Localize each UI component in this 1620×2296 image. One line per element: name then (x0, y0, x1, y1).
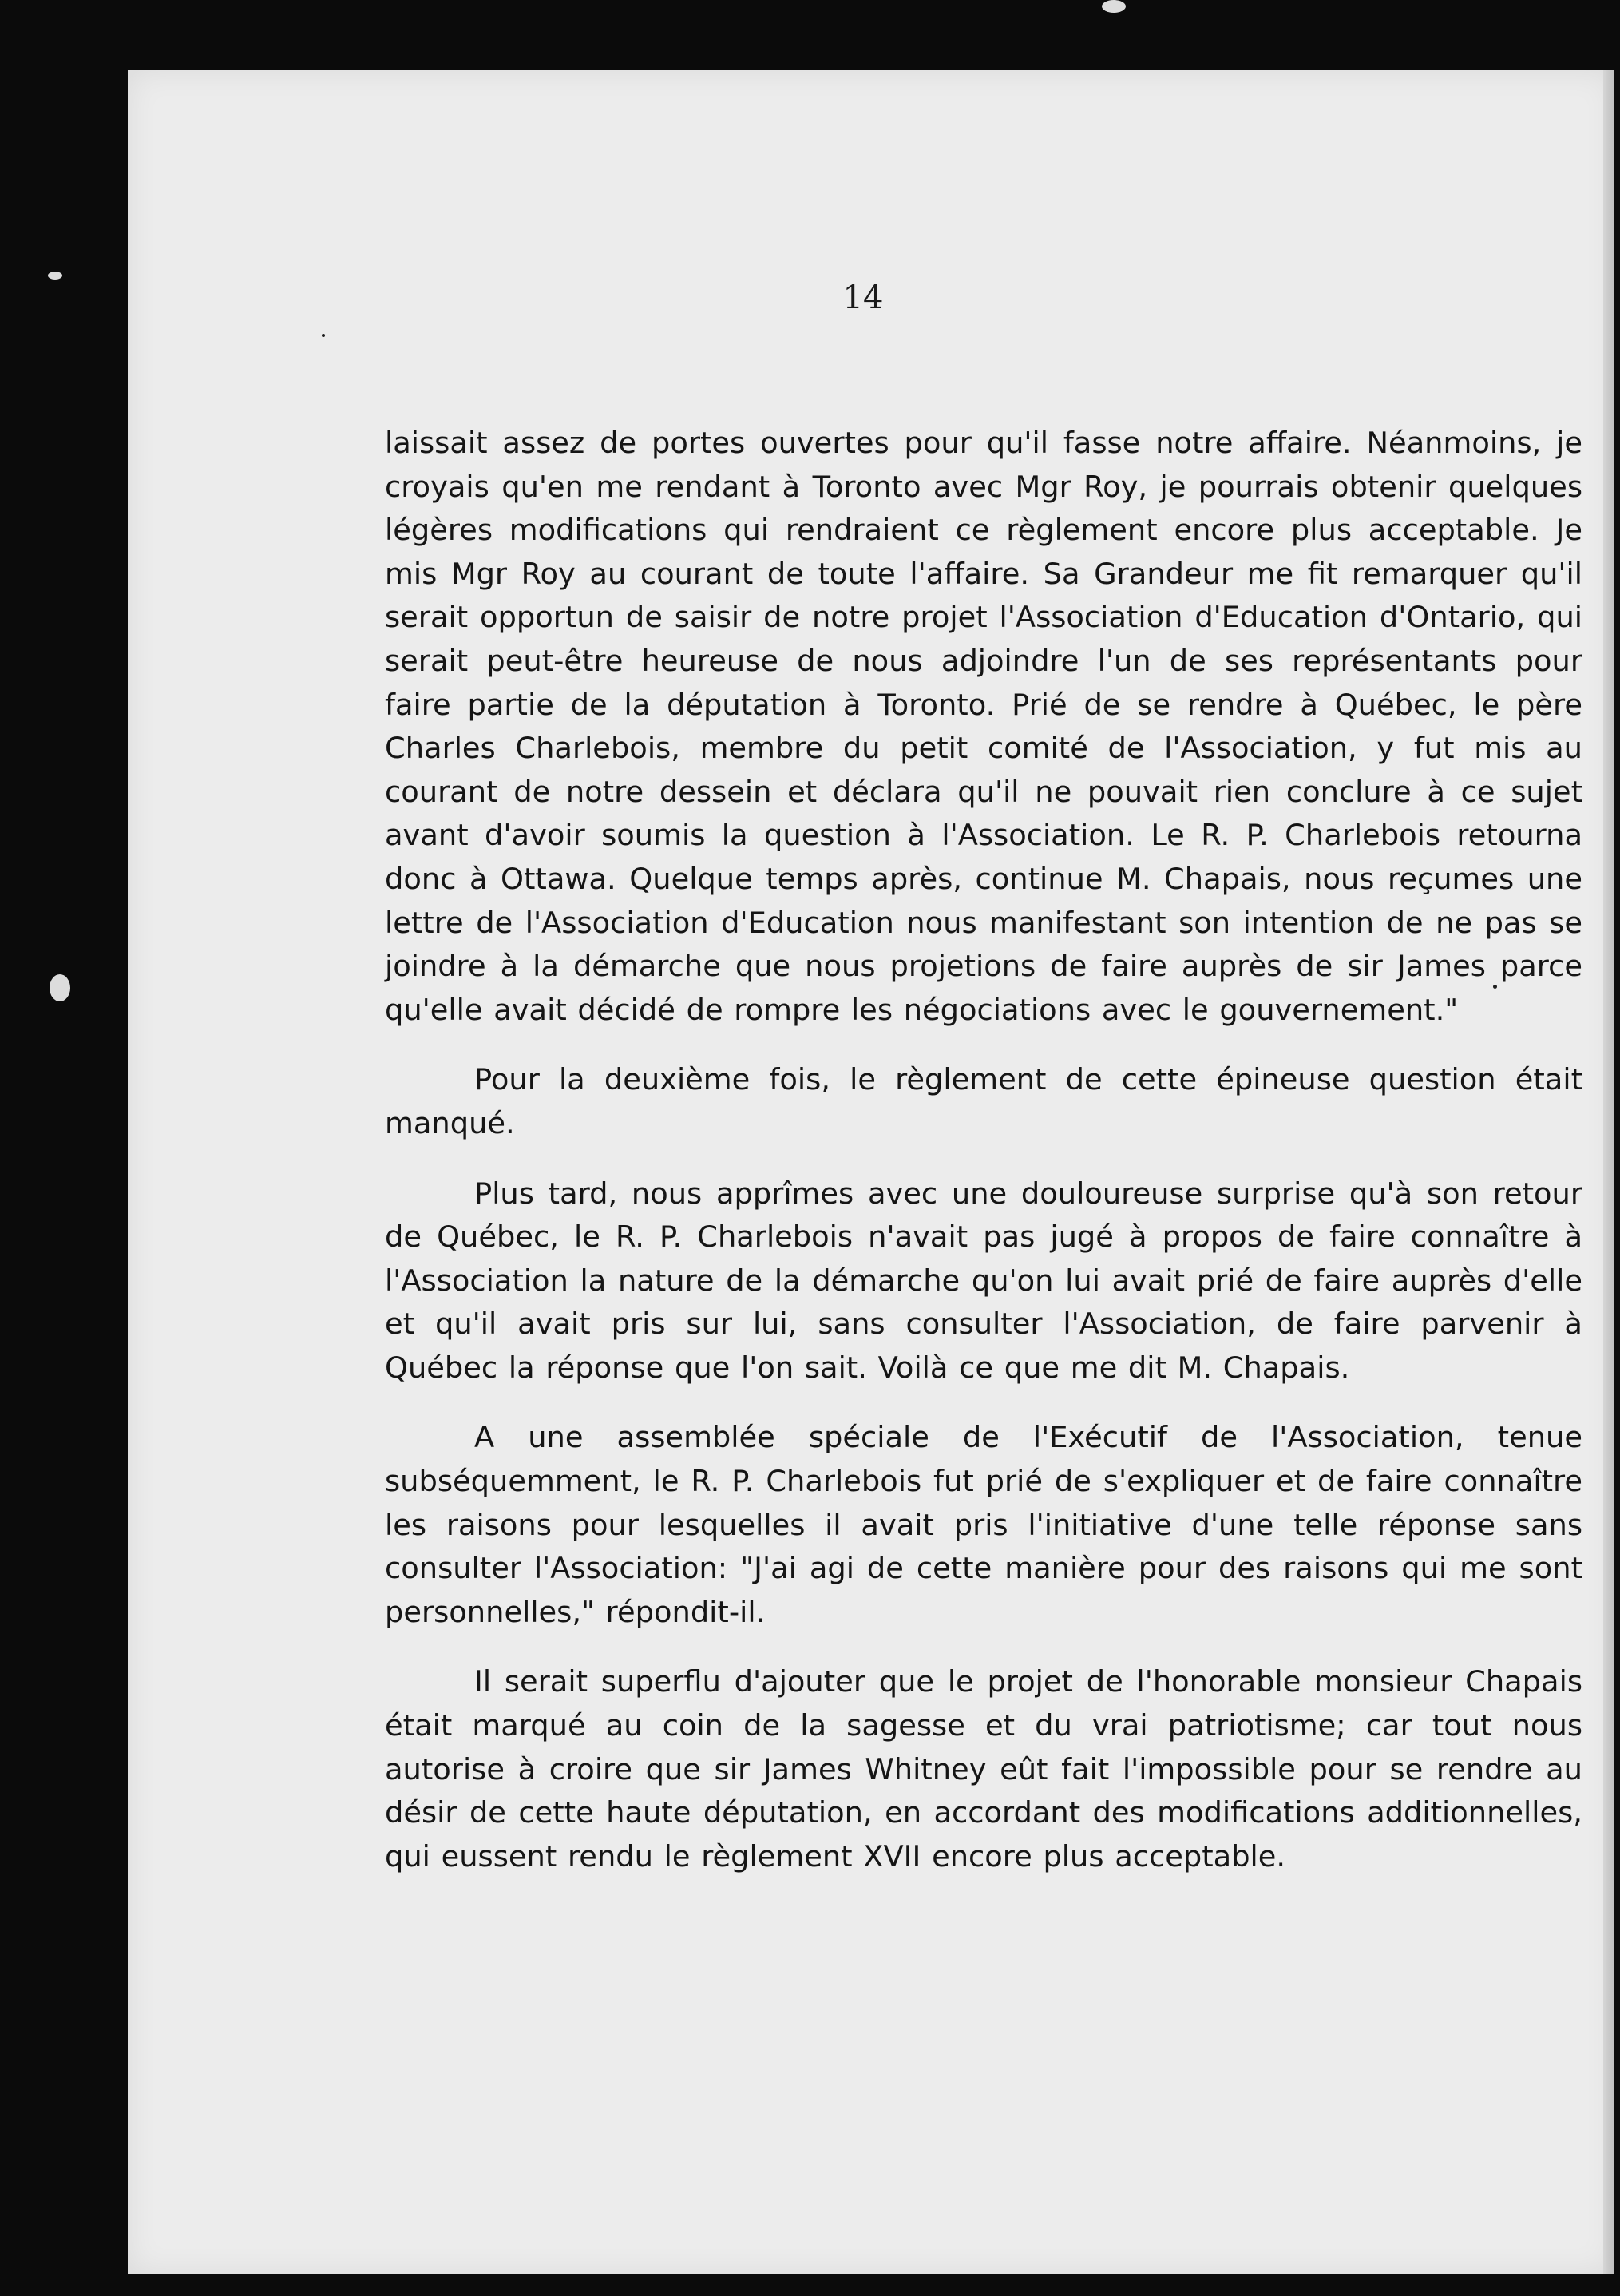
page-number: 14 (842, 280, 884, 316)
page-speck (322, 334, 325, 337)
scan-speck (50, 974, 70, 1001)
paragraph: Plus tard, nous apprîmes avec une douloureuse surprise qu'à son retour de Québec, le R. P. Charlebois n'avait pas jugé à propos de faire connaître à l'Association la nature de la démarche qu'on lui avait prié de faire auprès d'elle et qu'il avait pris sur lui, sans consulter l'Association, de faire parvenir à Québec la réponse que l'on sait. Voilà ce que me dit M. Chapais. (385, 1176, 1582, 1385)
scan-speck (48, 272, 62, 280)
paragraph: Il serait superflu d'ajouter que le projet de l'honorable monsieur Chapais était marqué au coin de la sagesse et du vrai patriotisme; car tout nous autorise à croire que sir James Whitney eût fait l'impossible pour se rendre au désir de cette haute députation, en accordant des modifications additionnelles, qui eussent rendu le règlement XVII encore plus acceptable. (385, 1664, 1582, 1874)
page-edge (1603, 70, 1614, 2274)
paragraph: A une assemblée spéciale de l'Exécutif de l'Association, tenue subséquemment, le R. P. Charlebois fut prié de s'expliquer et de faire connaître les raisons pour lesquelles il avait pris l'initiative d'une telle réponse sans consulter l'Association: "J'ai agi de cette manière pour des raisons qui me sont personnelles," répondit-il. (385, 1420, 1582, 1629)
document-page (128, 70, 1614, 2274)
scan-speck (1102, 0, 1126, 13)
paragraph: laissait assez de portes ouvertes pour qu'il fasse notre affaire. Néanmoins, je croyais qu'en me rendant à Toronto avec Mgr Roy, je pourrais obtenir quelques légères modifications qui rendraient ce règlement encore plus acceptable. Je mis Mgr Roy au courant de toute l'affaire. Sa Grandeur me fit remarquer qu'il serait opportun de saisir de notre projet l'Association d'Education d'Ontario, qui serait peut-être heureuse de nous adjoindre l'un de ses représentants pour faire partie de la députation à Toronto. Prié de se rendre à Québec, le père Charles Charlebois, membre du petit comité de l'Association, y fut mis au courant de notre dessein et déclara qu'il ne pouvait rien conclure à ce sujet avant d'avoir soumis la question à l'Association. Le R. P. Charlebois retourna donc à Ottawa. Quelque temps après, continue M. Chapais, nous reçumes une lettre de l'Association d'Education nous manifestant son intention de ne pas se joindre à la démarche que nous projetions de faire auprès de sir James parce qu'elle avait décidé de rompre les négociations avec le gouvernement." (385, 426, 1582, 1027)
paragraph: Pour la deuxième fois, le règlement de cette épineuse question était manqué. (385, 1062, 1582, 1140)
body-text (385, 422, 1582, 1905)
